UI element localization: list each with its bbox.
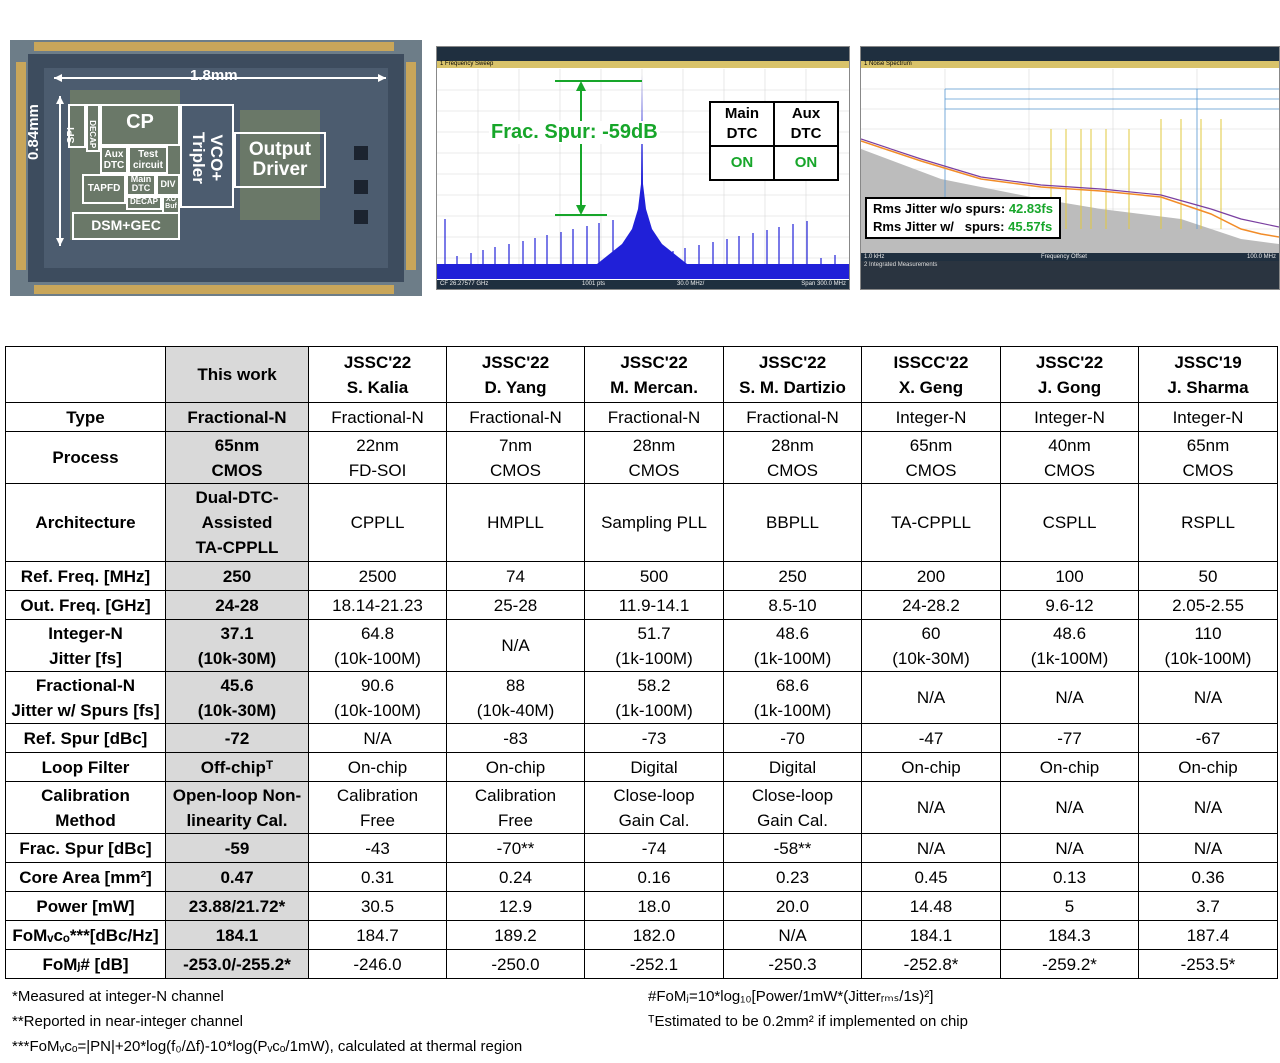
footnotes-left xyxy=(12,984,522,1059)
table-cell: 40nm CMOS xyxy=(1001,432,1139,484)
output-driver-label: Output Driver xyxy=(248,139,312,180)
footer-span: Span 300.0 MHz xyxy=(801,281,846,287)
arrow-up-icon xyxy=(576,81,586,91)
header-ref-8: JSSC'19 J. Sharma xyxy=(1139,347,1278,403)
pn-analyzer-header xyxy=(861,47,1279,61)
row-label: Integer-N Jitter [fs] xyxy=(6,620,166,672)
footer-cf: CF 26.27577 GHz xyxy=(440,281,489,287)
row-label: Core Area [mm²] xyxy=(6,863,166,892)
table-cell: 0.13 xyxy=(1001,863,1139,892)
table-row xyxy=(6,562,1278,591)
row-label: Power [mW] xyxy=(6,892,166,921)
die-width-label: 1.8mm xyxy=(190,67,238,84)
table-cell: Digital xyxy=(585,753,724,782)
div-label: DIV xyxy=(160,179,176,189)
row-label: FoMⱼ# [dB] xyxy=(6,950,166,979)
pn-footer xyxy=(861,253,1279,261)
note-fom-vco: ***FoMᵥᴄₒ=|PN|+20*log(f₀/Δf)-10*log(Pᵥᴄₒ/1mW), calculated at thermal region xyxy=(12,1038,523,1055)
table-cell: 200 xyxy=(862,562,1001,591)
table-cell: 22nm FD-SOI xyxy=(309,432,447,484)
table-cell: -77 xyxy=(1001,724,1139,753)
table-cell: N/A xyxy=(862,672,1001,724)
footer-div: 30.0 MHz/ xyxy=(677,281,705,287)
table-cell: N/A xyxy=(862,834,1001,863)
footnotes-right xyxy=(648,984,968,1034)
table-cell: CPPLL xyxy=(309,484,447,562)
pn-measurements: 2 Integrated Measurements xyxy=(861,261,1279,289)
table-cell: 182.0 xyxy=(585,921,724,950)
table-cell: 8.5-10 xyxy=(724,591,862,620)
table-cell: 2.05-2.55 xyxy=(1139,591,1278,620)
table-row xyxy=(6,484,1278,562)
table-cell: -83 xyxy=(447,724,585,753)
table-cell: 5 xyxy=(1001,892,1139,921)
this-work-cell: 250 xyxy=(166,562,309,591)
table-cell: 25-28 xyxy=(447,591,585,620)
table-cell: On-chip xyxy=(862,753,1001,782)
table-row xyxy=(6,782,1278,834)
table-cell: 28nm CMOS xyxy=(585,432,724,484)
table-cell: 24-28.2 xyxy=(862,591,1001,620)
table-cell: -58** xyxy=(724,834,862,863)
this-work-cell: 0.47 xyxy=(166,863,309,892)
row-label: Process xyxy=(6,432,166,484)
this-work-cell: Fractional-N xyxy=(166,403,309,432)
cp-label: CP xyxy=(126,111,154,133)
table-cell: 184.7 xyxy=(309,921,447,950)
aux-dtc-header: Aux DTC xyxy=(774,102,838,146)
table-cell: 64.8 (10k-100M) xyxy=(309,620,447,672)
aux-dtc-label: Aux DTC xyxy=(103,149,125,171)
table-cell: 88 (10k-40M) xyxy=(447,672,585,724)
table-cell: HMPLL xyxy=(447,484,585,562)
analyzer-header xyxy=(437,47,849,61)
table-cell: Close-loop Gain Cal. xyxy=(724,782,862,834)
table-cell: N/A xyxy=(1001,782,1139,834)
table-cell: 48.6 (1k-100M) xyxy=(1001,620,1139,672)
table-cell: 100 xyxy=(1001,562,1139,591)
footer-pts: 1001 pts xyxy=(582,281,606,287)
row-label: Type xyxy=(6,403,166,432)
this-work-cell: Off-chipᵀ xyxy=(166,753,309,782)
table-cell: -47 xyxy=(862,724,1001,753)
table-row xyxy=(6,950,1278,979)
this-work-cell: 23.88/21.72* xyxy=(166,892,309,921)
pn-footer-start: 1.0 kHz xyxy=(864,254,885,260)
table-cell: On-chip xyxy=(447,753,585,782)
this-work-cell: 65nm CMOS xyxy=(166,432,309,484)
table-cell: 58.2 (1k-100M) xyxy=(585,672,724,724)
table-row xyxy=(6,432,1278,484)
table-cell: TA-CPPLL xyxy=(862,484,1001,562)
table-cell: Fractional-N xyxy=(309,403,447,432)
table-cell: N/A xyxy=(862,782,1001,834)
dsm-gec-label: DSM+GEC xyxy=(91,217,161,233)
this-work-cell: -72 xyxy=(166,724,309,753)
table-cell: 12.9 xyxy=(447,892,585,921)
decap-top-label: DECAP xyxy=(88,120,98,149)
table-cell: 20.0 xyxy=(724,892,862,921)
this-work-cell: 24-28 xyxy=(166,591,309,620)
table-cell: RSPLL xyxy=(1139,484,1278,562)
table-cell: -250.0 xyxy=(447,950,585,979)
main-dtc-state: ON xyxy=(710,146,774,180)
table-cell: -67 xyxy=(1139,724,1278,753)
die-height-label: 0.84mm xyxy=(25,104,42,160)
row-label: Out. Freq. [GHz] xyxy=(6,591,166,620)
table-cell: BBPLL xyxy=(724,484,862,562)
table-cell: 50 xyxy=(1139,562,1278,591)
table-cell: N/A xyxy=(1139,834,1278,863)
table-cell: 0.31 xyxy=(309,863,447,892)
table-cell: Integer-N xyxy=(1001,403,1139,432)
table-cell: N/A xyxy=(309,724,447,753)
table-row xyxy=(6,753,1278,782)
table-cell: 18.14-21.23 xyxy=(309,591,447,620)
table-cell: 68.6 (1k-100M) xyxy=(724,672,862,724)
table-cell: 184.1 xyxy=(862,921,1001,950)
jitter-w-value: 45.57fs xyxy=(1008,219,1053,234)
dtc-state-table xyxy=(709,101,839,181)
header-ref-5: JSSC'22 S. M. Dartizio xyxy=(724,347,862,403)
table-cell: Calibration Free xyxy=(309,782,447,834)
spi-label: SPI xyxy=(65,127,77,144)
table-row xyxy=(6,591,1278,620)
decap-bottom-label: DECAP xyxy=(129,197,158,206)
header-this-work: This work xyxy=(166,347,309,403)
table-cell: 28nm CMOS xyxy=(724,432,862,484)
table-cell: Digital xyxy=(724,753,862,782)
arrow-down-icon xyxy=(576,205,586,215)
table-cell: On-chip xyxy=(1001,753,1139,782)
table-row xyxy=(6,921,1278,950)
table-cell: 187.4 xyxy=(1139,921,1278,950)
table-cell: 18.0 xyxy=(585,892,724,921)
table-cell: N/A xyxy=(1001,834,1139,863)
table-header-row xyxy=(6,347,1278,403)
table-row xyxy=(6,672,1278,724)
row-label: Fractional-N Jitter w/ Spurs [fs] xyxy=(6,672,166,724)
note-fom-j: #FoMⱼ=10*log₁₀[Power/1mW*(Jitterᵣₘₛ/1s)²] xyxy=(648,988,934,1005)
row-label: FoMᵥᴄₒ***[dBc/Hz] xyxy=(6,921,166,950)
table-cell: Sampling PLL xyxy=(585,484,724,562)
table-cell: N/A xyxy=(724,921,862,950)
table-cell: 65nm CMOS xyxy=(1139,432,1278,484)
pn-footer-stop: 100.0 MHz xyxy=(1246,254,1276,260)
table-cell: -250.3 xyxy=(724,950,862,979)
table-cell: Integer-N xyxy=(1139,403,1278,432)
header-ref-3: JSSC'22 D. Yang xyxy=(447,347,585,403)
tapfd-label: TAPFD xyxy=(87,183,121,194)
table-row xyxy=(6,863,1278,892)
table-cell: 0.45 xyxy=(862,863,1001,892)
table-cell: 0.36 xyxy=(1139,863,1278,892)
table-cell: 189.2 xyxy=(447,921,585,950)
header-ref-2: JSSC'22 S. Kalia xyxy=(309,347,447,403)
table-cell: CSPLL xyxy=(1001,484,1139,562)
table-cell: -253.5* xyxy=(1139,950,1278,979)
table-cell: 14.48 xyxy=(862,892,1001,921)
table-cell: N/A xyxy=(1139,672,1278,724)
table-row xyxy=(6,724,1278,753)
table-cell: 30.5 xyxy=(309,892,447,921)
sweep-title: 1 Frequency Sweep xyxy=(437,61,849,68)
this-work-cell: 184.1 xyxy=(166,921,309,950)
table-cell: 11.9-14.1 xyxy=(585,591,724,620)
table-row xyxy=(6,620,1278,672)
header-ref-4: JSSC'22 M. Mercan. xyxy=(585,347,724,403)
table-row xyxy=(6,892,1278,921)
table-cell: 3.7 xyxy=(1139,892,1278,921)
this-work-cell: -59 xyxy=(166,834,309,863)
spur-spectrum-plot xyxy=(436,46,850,290)
table-cell: 0.23 xyxy=(724,863,862,892)
jitter-wo-value: 42.83fs xyxy=(1008,201,1053,216)
table-cell: 7nm CMOS xyxy=(447,432,585,484)
row-label: Architecture xyxy=(6,484,166,562)
table-cell: -74 xyxy=(585,834,724,863)
table-cell: 0.16 xyxy=(585,863,724,892)
header-ref-6: ISSCC'22 X. Geng xyxy=(862,347,1001,403)
main-dtc-label: Main DTC xyxy=(130,174,152,194)
table-cell: 250 xyxy=(724,562,862,591)
table-row xyxy=(6,403,1278,432)
table-cell: 184.3 xyxy=(1001,921,1139,950)
table-cell: Fractional-N xyxy=(585,403,724,432)
die-photo xyxy=(10,40,422,296)
header-corner xyxy=(6,347,166,403)
this-work-cell: 37.1 (10k-30M) xyxy=(166,620,309,672)
carrier-skirt xyxy=(597,75,687,264)
header-ref-7: JSSC'22 J. Gong xyxy=(1001,347,1139,403)
table-row xyxy=(6,834,1278,863)
this-work-cell: 45.6 (10k-30M) xyxy=(166,672,309,724)
table-cell: 110 (10k-100M) xyxy=(1139,620,1278,672)
spectrum-footer xyxy=(437,280,849,289)
table-cell: 9.6-12 xyxy=(1001,591,1139,620)
table-cell: N/A xyxy=(1139,782,1278,834)
table-cell: -43 xyxy=(309,834,447,863)
table-cell: 0.24 xyxy=(447,863,585,892)
row-label: Frac. Spur [dBc] xyxy=(6,834,166,863)
table-cell: Integer-N xyxy=(862,403,1001,432)
table-cell: -252.8* xyxy=(862,950,1001,979)
jitter-w-label: Rms Jitter w/ spurs: xyxy=(873,219,1005,234)
table-cell: N/A xyxy=(447,620,585,672)
table-cell: Calibration Free xyxy=(447,782,585,834)
row-label: Loop Filter xyxy=(6,753,166,782)
this-work-cell: Open-loop Non- linearity Cal. xyxy=(166,782,309,834)
vco-label: VCO+ Tripler xyxy=(189,131,226,184)
table-cell: -73 xyxy=(585,724,724,753)
table-cell: 60 (10k-30M) xyxy=(862,620,1001,672)
table-cell: -70 xyxy=(724,724,862,753)
table-cell: 51.7 (1k-100M) xyxy=(585,620,724,672)
this-work-cell: Dual-DTC- Assisted TA-CPPLL xyxy=(166,484,309,562)
comparison-table xyxy=(5,346,1278,979)
table-cell: On-chip xyxy=(1139,753,1278,782)
row-label: Calibration Method xyxy=(6,782,166,834)
row-label: Ref. Freq. [MHz] xyxy=(6,562,166,591)
table-cell: Fractional-N xyxy=(724,403,862,432)
table-cell: -246.0 xyxy=(309,950,447,979)
table-cell: 90.6 (10k-100M) xyxy=(309,672,447,724)
table-cell: 65nm CMOS xyxy=(862,432,1001,484)
table-cell: On-chip xyxy=(309,753,447,782)
test-circuit-label: Test circuit xyxy=(132,149,163,171)
table-cell: 48.6 (1k-100M) xyxy=(724,620,862,672)
table-cell: Fractional-N xyxy=(447,403,585,432)
table-cell: -259.2* xyxy=(1001,950,1139,979)
jitter-wo-label: Rms Jitter w/o spurs: xyxy=(873,201,1006,216)
aux-dtc-state: ON xyxy=(774,146,838,180)
pn-footer-center: Frequency Offset xyxy=(1041,254,1087,260)
table-cell: 2500 xyxy=(309,562,447,591)
note-integer-channel: *Measured at integer-N channel xyxy=(12,988,224,1005)
jitter-box xyxy=(865,197,1061,239)
noise-spectrum-title: 1 Noise Spectrum xyxy=(861,61,1279,68)
table-cell: 500 xyxy=(585,562,724,591)
table-cell: 74 xyxy=(447,562,585,591)
note-near-integer: **Reported in near-integer channel xyxy=(12,1013,243,1030)
this-work-cell: -253.0/-255.2* xyxy=(166,950,309,979)
table-cell: Close-loop Gain Cal. xyxy=(585,782,724,834)
noise-floor xyxy=(437,264,849,279)
table-cell: -252.1 xyxy=(585,950,724,979)
phase-noise-plot xyxy=(860,46,1280,290)
note-off-chip: ᵀEstimated to be 0.2mm² if implemented on chip xyxy=(648,1013,968,1030)
row-label: Ref. Spur [dBc] xyxy=(6,724,166,753)
table-cell: -70** xyxy=(447,834,585,863)
xo-buf-label: XO Buf xyxy=(165,196,177,211)
table-cell: N/A xyxy=(1001,672,1139,724)
main-dtc-header: Main DTC xyxy=(710,102,774,146)
spur-label: Frac. Spur: -59dB xyxy=(491,121,658,143)
